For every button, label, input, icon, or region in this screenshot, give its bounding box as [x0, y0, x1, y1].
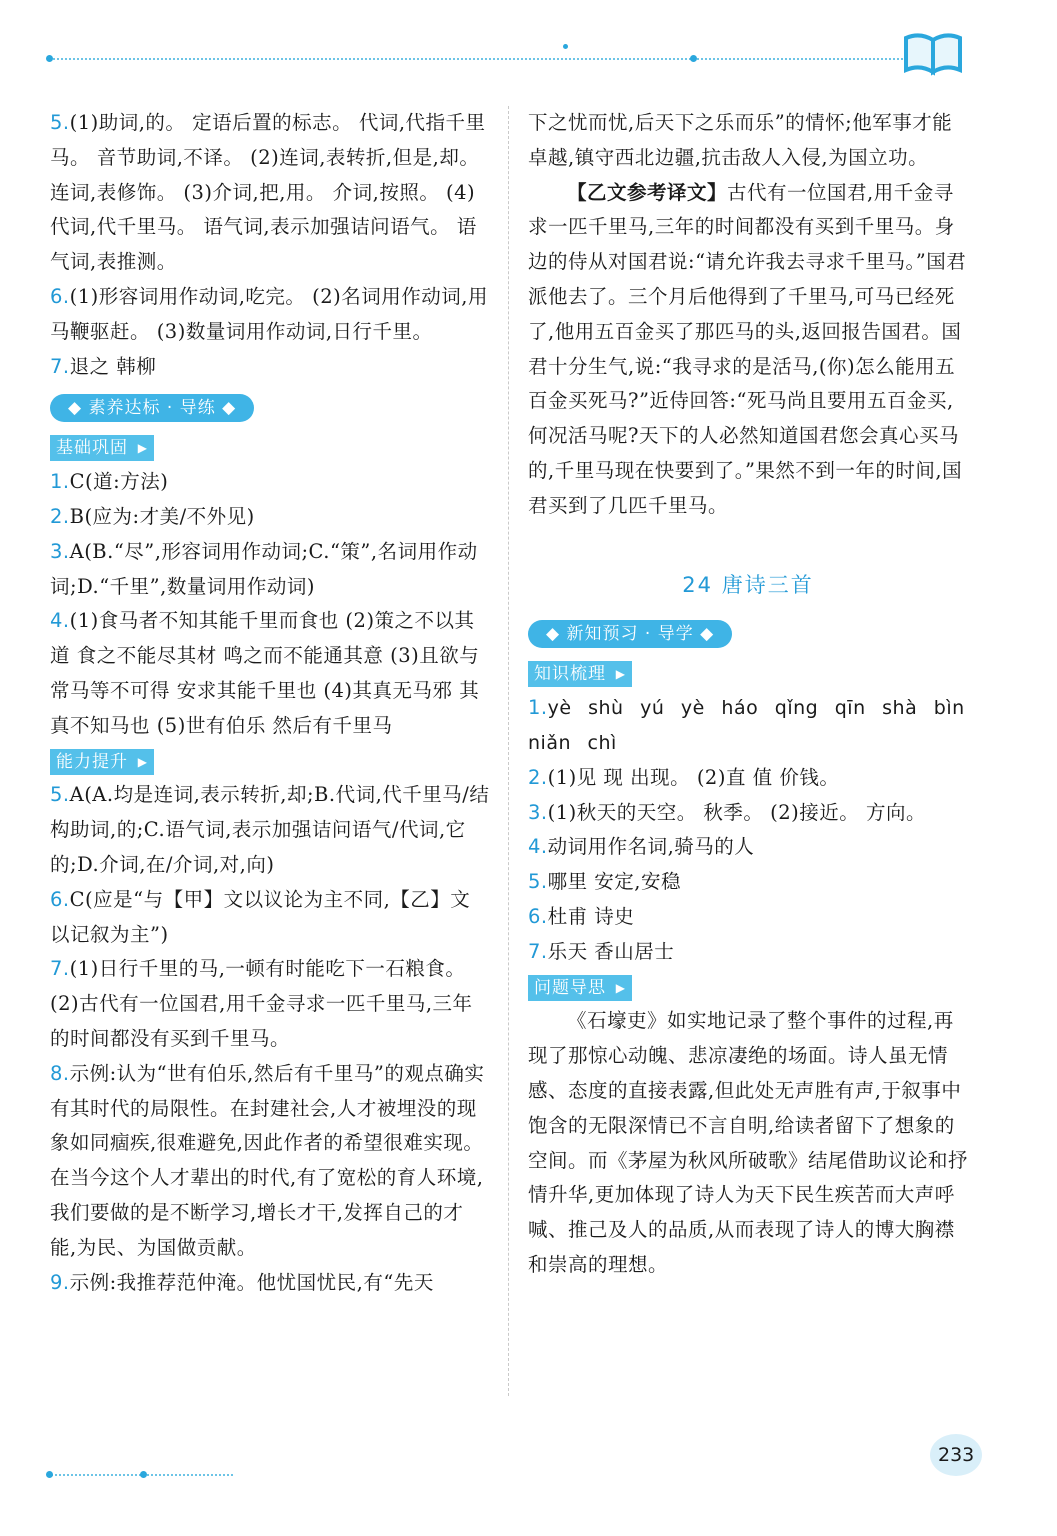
ability-8: [50, 1057, 490, 1266]
chapter-title: 24 唐诗三首: [682, 572, 814, 597]
answer-text: 杜甫 诗史: [547, 904, 635, 928]
item-number: 5.: [528, 870, 548, 894]
section-tag-ability: 能力提升 ▶: [50, 749, 154, 775]
item-number: 2.: [50, 504, 70, 528]
answer-text: B(应为:才美/不外见): [69, 504, 255, 528]
item-number: 3.: [50, 539, 70, 563]
footer-dot: [140, 1471, 147, 1478]
open-book-icon: [902, 30, 964, 76]
answer-text: A(A.均是连词,表示转折,却;B.代词,代千里马/结构助词,的;C.语气词,表示加强诘问语气/代词,它的;D.介词,在/介词,对,向): [50, 783, 490, 876]
answer-6: [50, 280, 490, 350]
answer-text: (1)日行千里的马,一顿有时能吃下一石粮食。 (2)古代有一位国君,用千金寻求一匹千里马,三年的时间都没有买到千里马。: [50, 957, 473, 1050]
item-number: 4.: [528, 835, 548, 859]
section-tag-knowledge: 知识梳理 ▶: [528, 661, 632, 687]
knowledge-4: [528, 830, 968, 865]
section-banner: ◆ 素养达标 · 导练 ◆: [50, 394, 254, 422]
translation-label: 【乙文参考译文】: [567, 180, 728, 204]
knowledge-7: [528, 935, 968, 970]
header-dot: [46, 55, 53, 62]
item-number: 7.: [528, 939, 548, 963]
answer-text: (1)见 现 出现。 (2)直 值 价钱。: [547, 765, 840, 789]
answer-text: C(应是“与【甲】文以议论为主不同,【乙】文以记叙为主”): [50, 887, 471, 946]
answer-7: [50, 350, 490, 385]
item-number: 7.: [50, 957, 70, 981]
question-paragraph: 《石壕吏》如实地记录了整个事件的过程,再现了那惊心动魄、悲凉凄绝的场面。诗人虽无情感、态度的直接表露,但此处无声胜有声,于叙事中饱含的无限深情已不言自明,给读者留下了想象的空间。而《茅屋为秋风所破歌》结尾借助议论和抒情升华,更加体现了诗人为天下民生疾苦而大声呼喊、推己及人的品质,从而表现了诗人的博大胸襟和崇高的理想。: [528, 1009, 969, 1276]
item-number: 5.: [50, 111, 70, 134]
knowledge-3: [528, 796, 968, 831]
item-number: 1.: [50, 470, 70, 494]
answer-text: C(道:方法): [69, 470, 169, 494]
basic-3: [50, 535, 490, 605]
continued-text: 下之忧而忧,后天下之乐而乐”的情怀;他军事才能卓越,镇守西北边疆,抗击敌人入侵,为国立功。: [528, 111, 953, 169]
ability-6: [50, 883, 490, 953]
right-column: [528, 106, 968, 1283]
answer-text: (1)秋天的天空。 秋季。 (2)接近。 方向。: [547, 800, 926, 824]
answer-text: 退之 韩柳: [69, 354, 157, 378]
item-number: 6.: [50, 284, 70, 308]
basic-1: [50, 465, 490, 500]
translation-text: 古代有一位国君,用千金寻求一匹千里马,三年的时间都没有买到千里马。身边的侍从对国君说:“请允许我去寻求千里马。”国君派他去了。三个月后他得到了千里马,可马已经死了,他用五百金买了那匹马的头,返回报告国君。国君十分生气,说:“我寻求的是活马,(你)怎么能用五百金买死马?”近侍回答:“死马尚且要用五百金买,何况活马呢?天下的人必然知道国君您会真心买马的,千里马现在快要到了。”果然不到一年的时间,国君买到了几匹千里马。: [528, 180, 967, 517]
section-banner: ◆ 新知预习 · 导学 ◆: [528, 620, 732, 648]
pinyin-text: yè shù yú yè háo qǐng qīn shà bìn niǎn chì: [528, 697, 965, 754]
item-number: 1.: [528, 696, 548, 720]
answer-text: (1)形容词用作动词,吃完。 (2)名词用作动词,用马鞭驱赶。 (3)数量词用作动词,日行千里。: [50, 284, 488, 343]
item-number: 4.: [50, 609, 70, 633]
item-number: 6.: [528, 904, 548, 928]
item-number: 7.: [50, 354, 70, 378]
translation-paragraph: [528, 176, 968, 524]
item-number: 8.: [50, 1061, 70, 1085]
answer-text: (1)食马者不知其能千里而食也 (2)策之不以其道 食之不能尽其材 鸣之而不能通其意 (3)且欲与常马等不可得 安求其能千里也 (4)其真无马邪 其真不知马也 (5)世有伯乐 然后有千里马: [50, 609, 480, 737]
answer-text: 示例:我推荐范仲淹。他忧国忧民,有“先天: [69, 1270, 434, 1294]
item-number: 9.: [50, 1270, 70, 1294]
basic-4: [50, 604, 490, 743]
column-divider: [508, 106, 509, 1396]
knowledge-5: [528, 865, 968, 900]
item-number: 5.: [50, 783, 70, 807]
item-number: 2.: [528, 765, 548, 789]
answer-5: [50, 106, 490, 280]
section-tag-basic: 基础巩固 ▶: [50, 435, 154, 461]
section-tag-question: 问题导思 ▶: [528, 975, 632, 1001]
footer-dot: [46, 1471, 53, 1478]
header-dotted-line: [48, 58, 903, 60]
knowledge-1: [528, 691, 968, 761]
item-number: 6.: [50, 887, 70, 911]
left-column: [50, 106, 490, 1300]
knowledge-2: [528, 761, 968, 796]
header-dot: [690, 55, 697, 62]
answer-text: 哪里 安定,安稳: [547, 870, 682, 894]
ability-5: [50, 778, 490, 882]
item-number: 3.: [528, 800, 548, 824]
basic-2: [50, 500, 490, 535]
ability-9: [50, 1266, 490, 1301]
knowledge-6: [528, 900, 968, 935]
answer-text: 乐天 香山居士: [547, 939, 675, 963]
answer-text: 动词用作名词,骑马的人: [547, 835, 755, 859]
page-number: 233: [938, 1444, 975, 1466]
ability-7: [50, 952, 490, 1056]
answer-text: A(B.“尽”,形容词用作动词;C.“策”,名词用作动词;D.“千里”,数量词用作动词): [50, 539, 478, 598]
answer-text: (1)助词,的。 定语后置的标志。 代词,代指千里马。 音节助词,不译。 (2)连词,表转折,但是,却。 连词,表修饰。 (3)介词,把,用。 介词,按照。 (4)代词,代千里马。 语气词,表示加强诘问语气。 语气词,表推测。: [50, 111, 486, 274]
answer-text: 示例:认为“世有伯乐,然后有千里马”的观点确实有其时代的局限性。在封建社会,人才被埋没的现象如同痼疾,很难避免,因此作者的希望很难实现。在当今这个人才辈出的时代,有了宽松的育人环境,我们要做的是不断学习,增长才干,发挥自己的才能,为民、为国做贡献。: [50, 1061, 485, 1259]
header-dot: [563, 44, 568, 49]
